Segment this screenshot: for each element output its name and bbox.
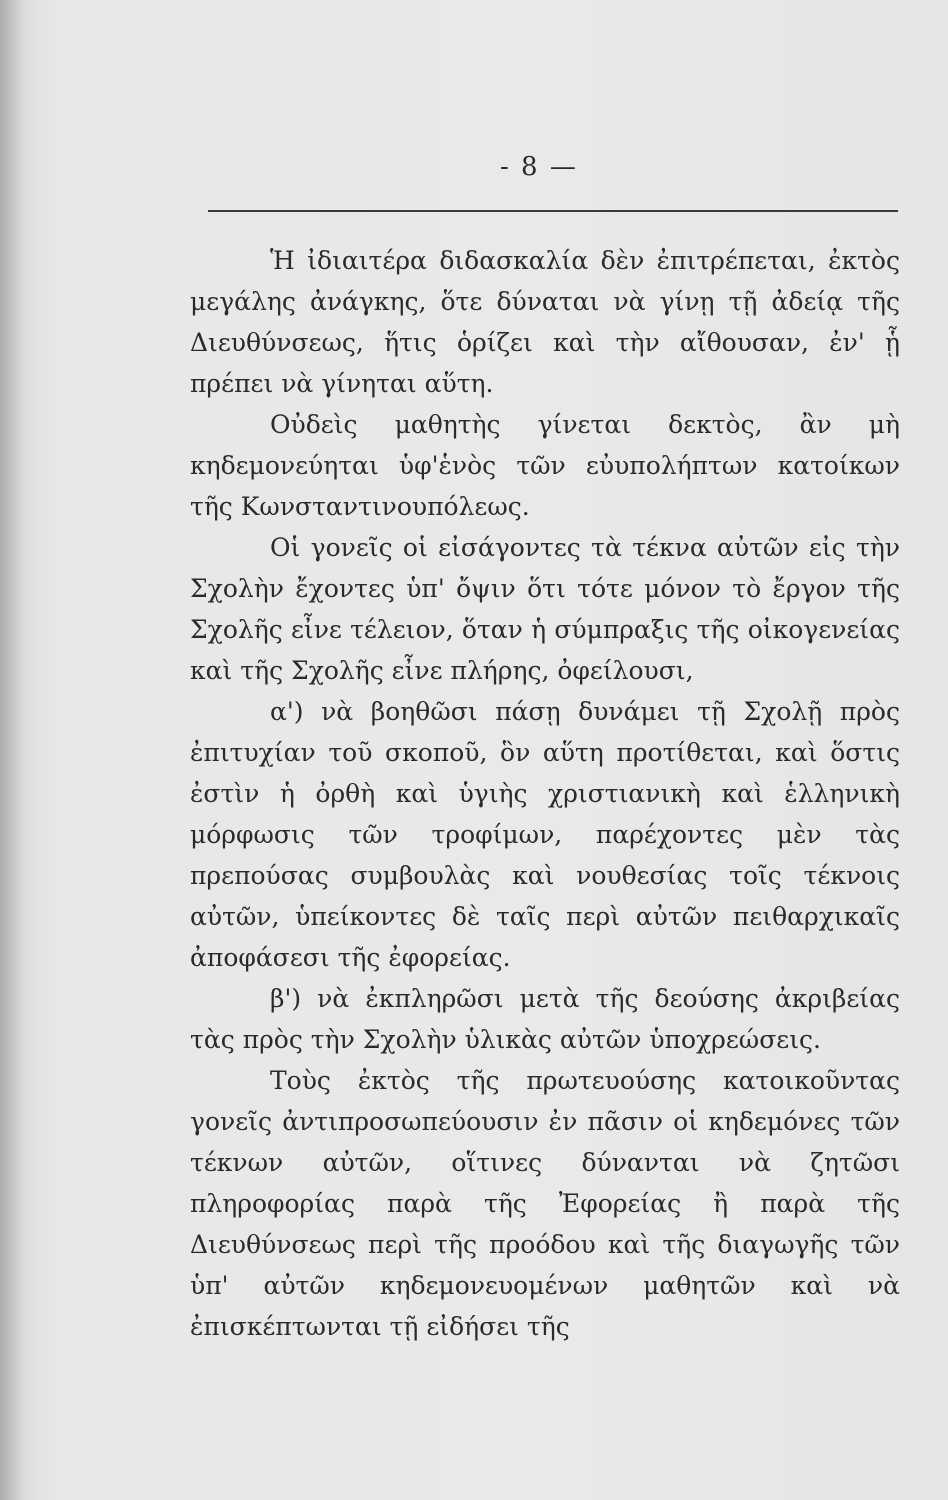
paragraph-guardian-requirement: Οὐδεὶς μαθητὴς γίνεται δεκτὸς, ἂν μὴ κηδεμονεύηται ὑφ'ἑνὸς τῶν εὐυπολήπτων κατοίκων τῆς Κωνσταντινουπόλεως. (190, 410, 900, 521)
paragraph-obligation-a: α') νὰ βοηθῶσι πάσῃ δυνάμει τῇ Σχολῇ πρὸς ἐπιτυχίαν τοῦ σκοποῦ, ὃν αὕτη προτίθεται, καὶ ὅστις ἐστὶν ἡ ὀρθὴ καὶ ὑγιὴς χριστιανικὴ καὶ ἑλληνικὴ μόρφωσις τῶν τροφίμων, παρέχοντες μὲν τὰς πρεπούσας συμβουλὰς καὶ νουθεσίας τοῖς τέκνοις αὐτῶν, ὑπείκοντες δὲ ταῖς περὶ αὐτῶν πειθαρχικαῖς ἀποφάσεσι τῆς ἐφορείας. (190, 697, 900, 972)
header-rule (208, 210, 898, 212)
page-number: - 8 — (500, 152, 578, 182)
paragraph-obligation-b: β') νὰ ἐκπληρῶσι μετὰ τῆς δεούσης ἀκριβείας τὰς πρὸς τὴν Σχολὴν ὑλικὰς αὐτῶν ὑποχρεώσεις. (190, 984, 900, 1054)
paragraph-private-tuition: Ἡ ἰδιαιτέρα διδασκαλία δὲν ἐπιτρέπεται, ἐκτὸς μεγάλης ἀνάγκης, ὅτε δύναται νὰ γίνῃ τῇ ἀδείᾳ τῆς Διευθύνσεως, ἥτις ὁρίζει καὶ τὴν αἴθουσαν, ἐν' ᾗ πρέπει νὰ γίνηται αὕτη. (190, 246, 900, 398)
paragraph-parents-obligations: Οἱ γονεῖς οἱ εἰσάγοντες τὰ τέκνα αὐτῶν εἰς τὴν Σχολὴν ἔχοντες ὑπ' ὄψιν ὅτι τότε μόνον τὸ ἔργον τῆς Σχολῆς εἶνε τέλειον, ὅταν ἡ σύμπραξις τῆς οἰκογενείας καὶ τῆς Σχολῆς εἶνε πλήρης, ὀφείλουσι, (190, 533, 900, 685)
paragraph-remote-parents: Τοὺς ἐκτὸς τῆς πρωτευούσης κατοικοῦντας γονεῖς ἀντιπροσωπεύουσιν ἐν πᾶσιν οἱ κηδεμόνες τῶν τέκνων αὐτῶν, οἵτινες δύνανται νὰ ζητῶσι πληροφορίας παρὰ τῆς Ἐφορείας ἢ παρὰ τῆς Διευθύνσεως περὶ τῆς προόδου καὶ τῆς διαγωγῆς τῶν ὑπ' αὐτῶν κηδεμονευομένων μαθητῶν καὶ νὰ ἐπισκέπτωνται τῇ εἰδήσει τῆς (190, 1066, 900, 1341)
body-text (190, 240, 900, 1347)
page-edge-shadow (0, 0, 40, 1500)
